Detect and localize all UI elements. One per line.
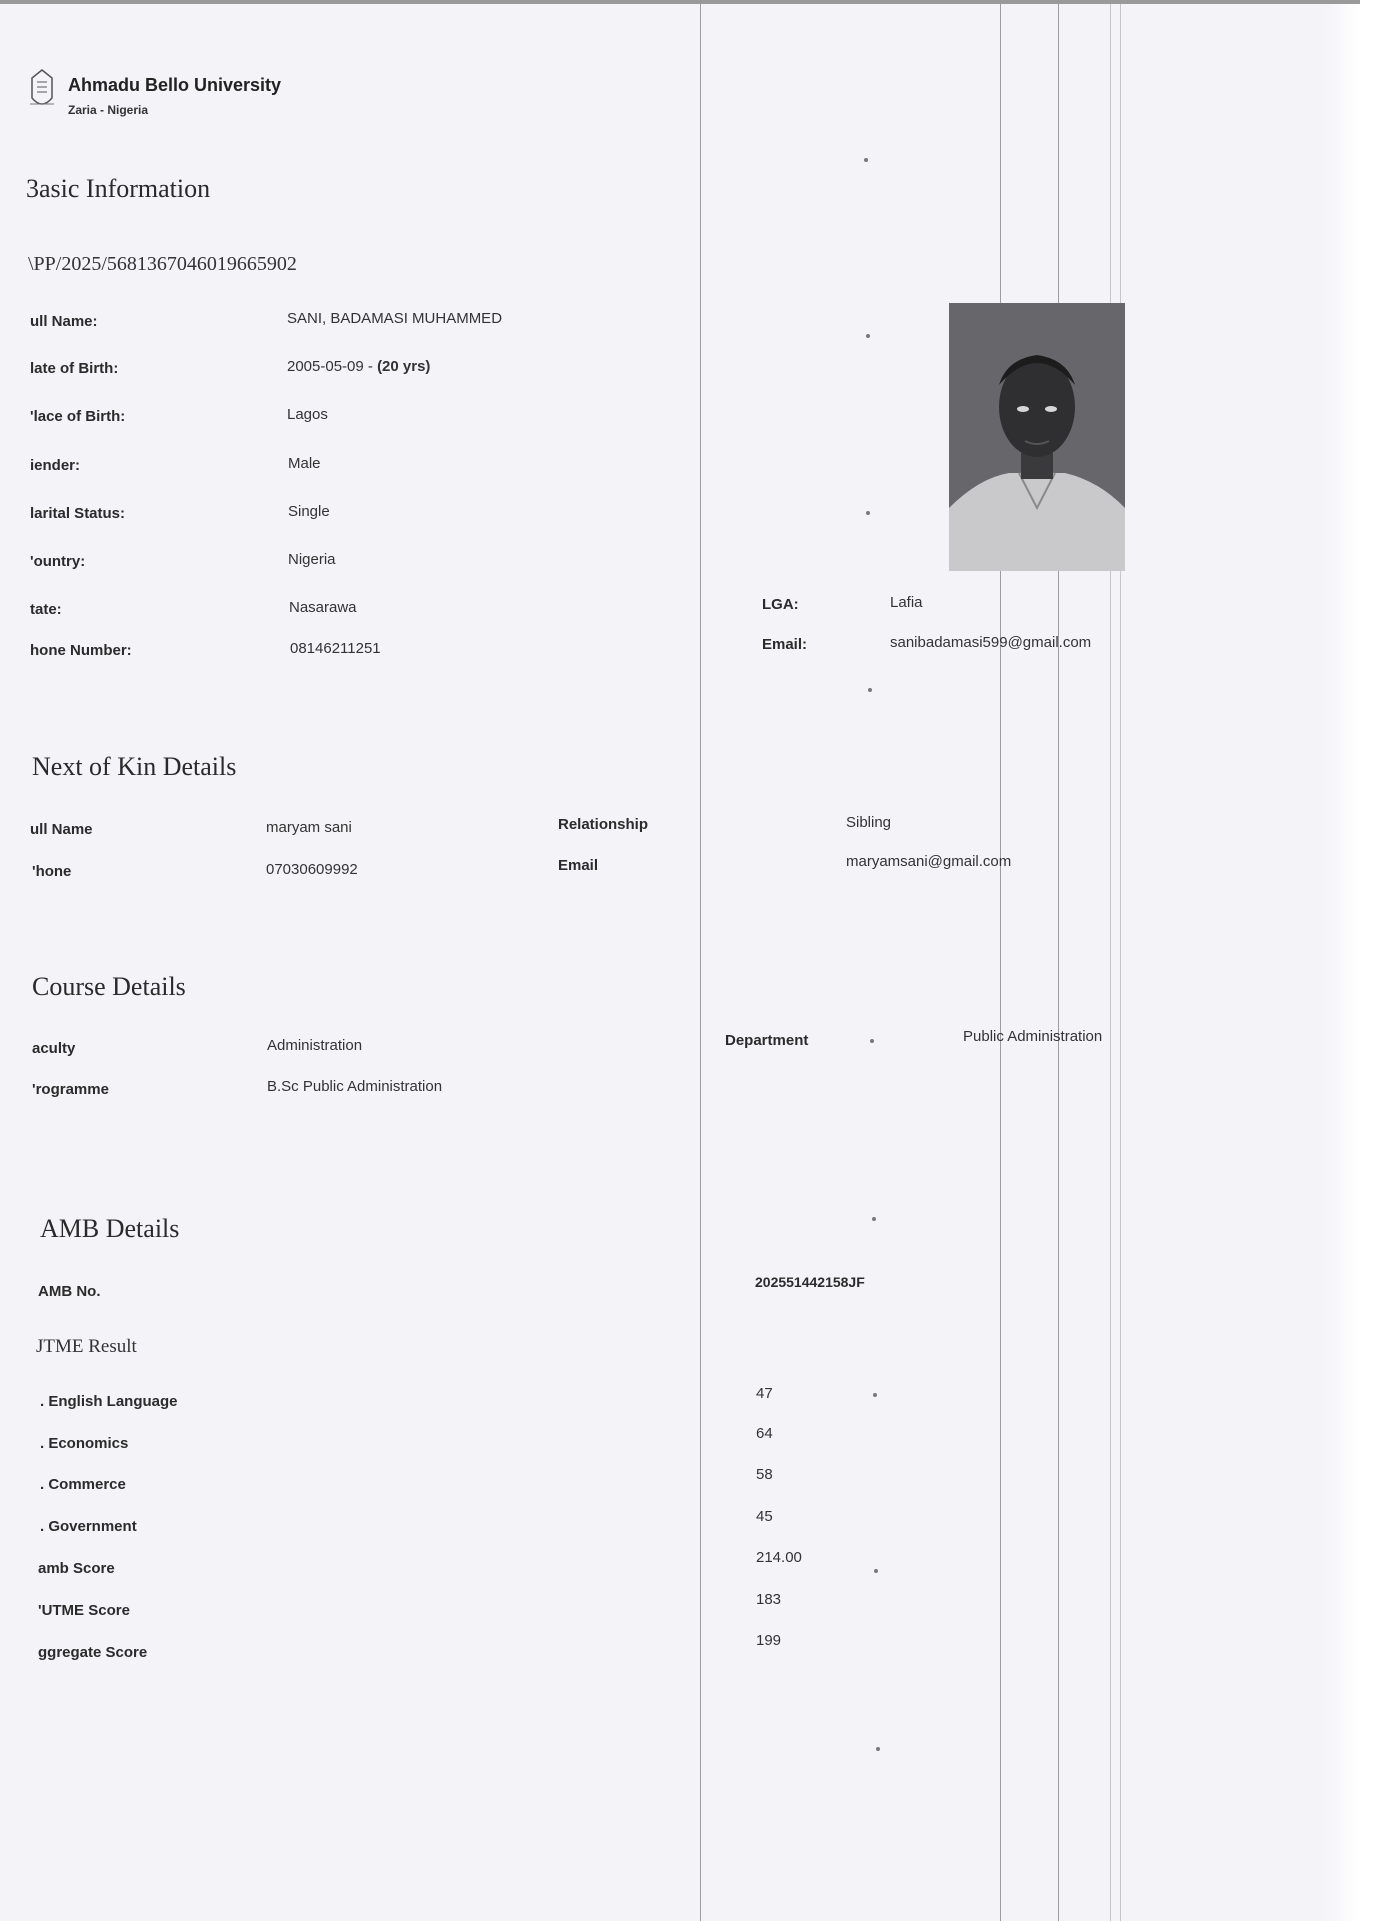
kin-email-value: maryamsani@gmail.com (846, 853, 1012, 870)
university-crest-logo (28, 68, 56, 112)
scan-speck (876, 1747, 880, 1751)
full-name-value: SANI, BADAMASI MUHAMMED (287, 310, 503, 327)
putme-score-label: 'UTME Score (38, 1602, 130, 1619)
scan-speck (868, 688, 872, 692)
scan-speck (873, 1393, 877, 1397)
passport-photo (949, 303, 1125, 571)
subject-government-score: 45 (756, 1508, 773, 1525)
basic-info-title: 3asic Information (26, 174, 211, 203)
programme-value: B.Sc Public Administration (267, 1078, 443, 1095)
country-label: 'ountry: (30, 553, 86, 570)
jamb-details-title: AMB Details (40, 1214, 180, 1243)
jamb-score-label: amb Score (38, 1560, 115, 1577)
gender-label: iender: (30, 457, 81, 474)
email-label: Email: (762, 636, 808, 653)
aggregate-score-value: 199 (756, 1632, 782, 1649)
scan-line (1058, 4, 1059, 1921)
subject-government-label: . Government (40, 1518, 137, 1535)
department-label: Department (725, 1032, 809, 1049)
age-value: (20 yrs) (377, 358, 431, 375)
kin-name-label: ull Name (30, 821, 93, 838)
utme-result-title: JTME Result (36, 1336, 137, 1357)
subject-commerce-label: . Commerce (40, 1476, 126, 1493)
kin-phone-value: 07030609992 (266, 861, 358, 878)
lga-label: LGA: (762, 596, 799, 613)
phone-number-value: 08146211251 (290, 640, 381, 657)
scan-speck (866, 334, 870, 338)
marital-status-label: larital Status: (30, 505, 126, 522)
department-value: Public Administration (963, 1028, 1103, 1045)
application-number: \PP/2025/5681367046019665902 (28, 253, 297, 275)
subject-economics-score: 64 (756, 1425, 773, 1442)
jamb-no-label: AMB No. (38, 1283, 101, 1300)
course-details-title: Course Details (32, 972, 186, 1001)
subject-english-score: 47 (756, 1385, 773, 1402)
full-name-label: ull Name: (30, 313, 98, 330)
scan-line (1120, 4, 1121, 1921)
scan-line (1110, 4, 1111, 1921)
email-value: sanibadamasi599@gmail.com (890, 634, 1092, 651)
university-location: Zaria - Nigeria (68, 103, 149, 117)
lga-value: Lafia (890, 594, 923, 611)
university-name: Ahmadu Bello University (68, 75, 282, 95)
scan-speck (870, 1039, 874, 1043)
place-of-birth-value: Lagos (287, 406, 328, 423)
jamb-no-value: 202551442158JF (755, 1274, 865, 1290)
kin-relationship-value: Sibling (846, 814, 892, 831)
subject-english-label: . English Language (40, 1393, 178, 1410)
programme-label: 'rogramme (32, 1081, 109, 1098)
kin-relationship-label: Relationship (558, 816, 649, 833)
scan-speck (874, 1569, 878, 1573)
country-value: Nigeria (288, 551, 336, 568)
faculty-value: Administration (267, 1037, 363, 1054)
dob-label: late of Birth: (30, 360, 119, 377)
state-value: Nasarawa (289, 599, 357, 616)
next-of-kin-title: Next of Kin Details (32, 752, 237, 781)
phone-number-label: hone Number: (30, 642, 132, 659)
kin-email-label: Email (558, 857, 599, 874)
scan-speck (872, 1217, 876, 1221)
scan-line (700, 4, 701, 1921)
subject-commerce-score: 58 (756, 1466, 773, 1483)
dob-value: 2005-05-09 - (20 yrs) (287, 358, 431, 375)
aggregate-score-label: ggregate Score (38, 1644, 148, 1661)
putme-score-value: 183 (756, 1591, 782, 1608)
scan-speck (864, 158, 868, 162)
scan-line (1000, 4, 1001, 1921)
marital-status-value: Single (288, 503, 330, 520)
jamb-score-value: 214.00 (756, 1549, 802, 1566)
place-of-birth-label: 'lace of Birth: (30, 408, 126, 425)
gender-value: Male (288, 455, 321, 472)
kin-name-value: maryam sani (266, 819, 352, 836)
page-edge (1320, 4, 1360, 1921)
faculty-label: aculty (32, 1040, 76, 1057)
kin-phone-label: 'hone (32, 863, 72, 880)
scan-speck (866, 511, 870, 515)
state-label: tate: (30, 601, 62, 618)
subject-economics-label: . Economics (40, 1435, 129, 1452)
